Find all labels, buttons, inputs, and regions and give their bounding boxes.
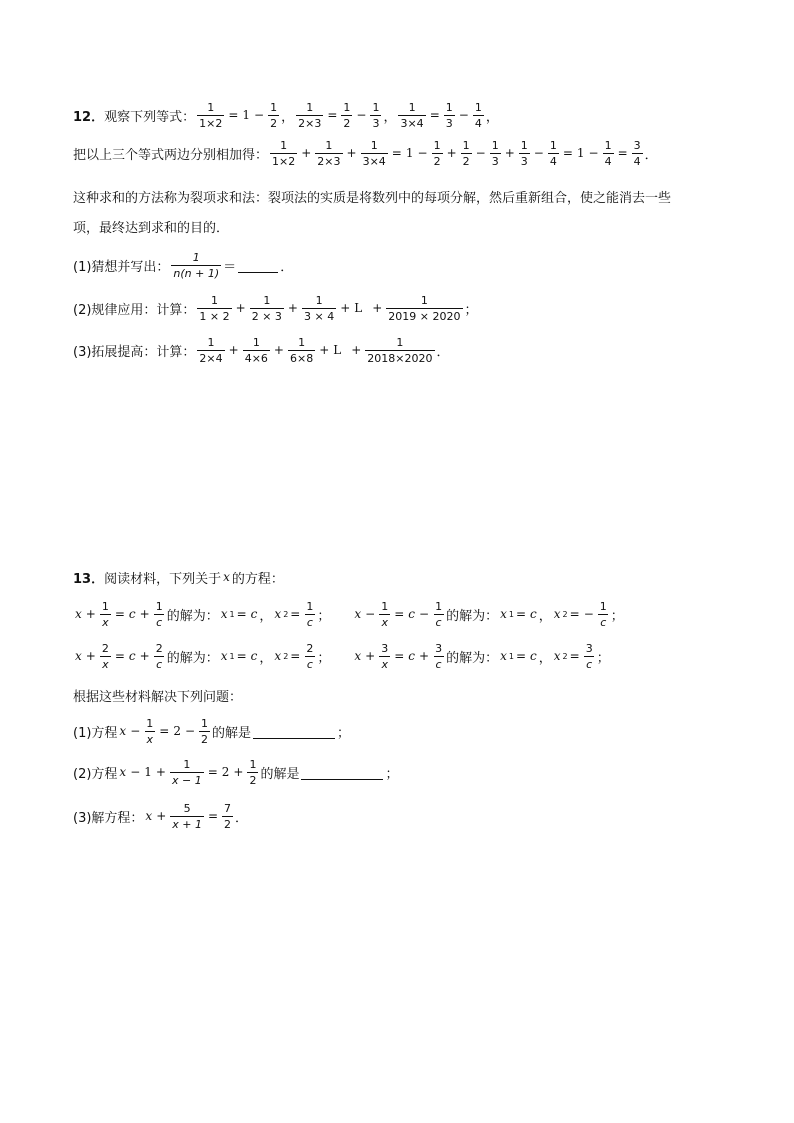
fraction: $\frac{5}{x + 1}$ bbox=[172, 801, 202, 831]
fraction: $\frac{1}{2\times 3}$ bbox=[317, 138, 341, 168]
fraction: $\frac{1}{2 \times 3}$ bbox=[251, 293, 282, 323]
fraction: $\frac{1}{3}$ bbox=[372, 100, 380, 130]
fraction: $\frac{1}{2}$ bbox=[343, 100, 351, 130]
fraction: $\frac{1}{2}$ bbox=[433, 138, 441, 168]
fraction: $\frac{1}{3 \times 4}$ bbox=[303, 293, 335, 323]
fraction: $\frac{1}{3}$ bbox=[445, 100, 453, 130]
fraction: $\frac{3}{x}$ bbox=[381, 641, 389, 671]
q12-part-2: (2)规律应用：计算： $\frac{1}{1 \times 2}$ + $\frac{1}{2 \times 3}$ + $\frac{1}{3 \times 4}$ + L + $\frac{1}{2019 \times 2020}$ ； bbox=[73, 293, 478, 323]
fraction: $\frac{1}{c}$ bbox=[599, 599, 607, 629]
q13-part-3: (3)解方程： x + $\frac{5}{x + 1}$ = $\frac{7}{2}$ ． bbox=[73, 801, 249, 831]
fraction: $\frac{1}{3\times 4}$ bbox=[362, 138, 386, 168]
fraction: $\frac{1}{2018\times 2020}$ bbox=[367, 335, 433, 365]
fraction: $\frac{1}{4}$ bbox=[474, 100, 482, 130]
answer-blank[interactable] bbox=[253, 724, 335, 739]
fraction: $\frac{1}{n(n + 1)}$ bbox=[173, 250, 220, 280]
fraction: $\frac{1}{3}$ bbox=[520, 138, 528, 168]
fraction: $\frac{1}{4}$ bbox=[549, 138, 557, 168]
fraction: $\frac{1}{3}$ bbox=[491, 138, 499, 168]
fraction: $\frac{1}{3\times 4}$ bbox=[400, 100, 424, 130]
fraction: $\frac{3}{c}$ bbox=[585, 641, 593, 671]
fraction: $\frac{1}{2}$ bbox=[249, 757, 257, 787]
fraction: $\frac{2}{c}$ bbox=[306, 641, 314, 671]
q12-part-1: (1)猜想并写出： $\frac{1}{n(n + 1)}$ ＝ ． bbox=[73, 250, 294, 280]
q12-description-1: 这种求和的方法称为裂项求和法：裂项法的实质是将数列中的每项分解，然后重新组合，使之能消去一些 bbox=[73, 190, 672, 206]
q12-intro: 观察下列等式： bbox=[104, 109, 196, 125]
fraction: $\frac{1}{6\times 8}$ bbox=[289, 335, 314, 365]
q13-material-row-1: x + $\frac{1}{x}$ = c + $\frac{1}{c}$ 的解为： x 1 = c ， x 2 = $\frac{1}{c}$ ； x − $\frac{1}{x}$ = c − $\frac{1}{c}$ 的解为： x 1 = c ， x 2 = − $\frac{1}{c}$ ； bbox=[75, 599, 624, 629]
q13-line-1: 13． 阅读材料，下列关于 x 的方程： bbox=[73, 564, 284, 590]
fraction: $\frac{1}{4\times 6}$ bbox=[244, 335, 268, 365]
fraction: $\frac{1}{x}$ bbox=[381, 599, 389, 629]
q12-line-2: 把以上三个等式两边分别相加得： $\frac{1}{1\times 2}$ + $\frac{1}{2\times 3}$ + $\frac{1}{3\times 4}$ = 1 − $\frac{1}{2}$ + $\frac{1}{2}$ − $\frac{1}{3}$ + $\frac{1}{3}$ − $\frac{1}{4}$ = 1 − $\frac{1}{4}$ = $\frac{3}{4}$ ． bbox=[73, 138, 658, 168]
q12-line-1: 12． 观察下列等式： $\frac{1}{1\times 2}$ = 1 − $\frac{1}{2}$ ， $\frac{1}{2\times 3}$ = $\frac{1}{2}$ − $\frac{1}{3}$ ， $\frac{1}{3\times 4}$ = $\frac{1}{3}$ − $\frac{1}{4}$ ， bbox=[73, 100, 499, 130]
fraction: $\frac{1}{1\times 2}$ bbox=[199, 100, 223, 130]
q12-sum-intro: 把以上三个等式两边分别相加得： bbox=[73, 147, 269, 163]
fraction: $\frac{1}{c}$ bbox=[306, 599, 314, 629]
answer-blank[interactable] bbox=[301, 765, 383, 780]
q13-material-row-2: x + $\frac{2}{x}$ = c + $\frac{2}{c}$ 的解为： x 1 = c ， x 2 = $\frac{2}{c}$ ； x + $\frac{3}{x}$ = c + $\frac{3}{c}$ 的解为： x 1 = c ， x 2 = $\frac{3}{c}$ ； bbox=[75, 641, 610, 671]
fraction: $\frac{1}{2}$ bbox=[201, 716, 209, 746]
fraction: $\frac{1}{1\times 2}$ bbox=[272, 138, 296, 168]
fraction: $\frac{1}{2}$ bbox=[270, 100, 278, 130]
fraction: $\frac{1}{2019 \times 2020}$ bbox=[388, 293, 461, 323]
fraction: $\frac{1}{1 \times 2}$ bbox=[199, 293, 230, 323]
fraction: $\frac{2}{c}$ bbox=[155, 641, 163, 671]
fraction: $\frac{1}{2\times 3}$ bbox=[298, 100, 322, 130]
q13-part-2: (2)方程 x − 1 + $\frac{1}{x - 1}$ = 2 + $\frac{1}{2}$ 的解是 ； bbox=[73, 757, 399, 787]
fraction: $\frac{1}{c}$ bbox=[155, 599, 163, 629]
fraction: $\frac{1}{x - 1}$ bbox=[171, 757, 202, 787]
q13-instructions: 根据这些材料解决下列问题： bbox=[73, 689, 243, 705]
fraction: $\frac{1}{4}$ bbox=[604, 138, 612, 168]
q12-description-2: 项，最终达到求和的目的． bbox=[73, 220, 230, 236]
q12-number: 12． bbox=[73, 109, 105, 125]
fraction: $\frac{7}{2}$ bbox=[224, 801, 232, 831]
fraction: $\frac{3}{4}$ bbox=[633, 138, 641, 168]
fraction: $\frac{1}{c}$ bbox=[435, 599, 443, 629]
q13-number: 13． bbox=[73, 571, 105, 587]
q12-part-3: (3)拓展提高：计算： $\frac{1}{2\times 4}$ + $\frac{1}{4\times 6}$ + $\frac{1}{6\times 8}$ + L + $\frac{1}{2018\times 2020}$ ． bbox=[73, 335, 450, 365]
fraction: $\frac{1}{x}$ bbox=[146, 716, 154, 746]
fraction: $\frac{2}{x}$ bbox=[101, 641, 109, 671]
answer-blank[interactable] bbox=[238, 258, 278, 273]
fraction: $\frac{1}{x}$ bbox=[101, 599, 109, 629]
q13-part-1: (1)方程 x − $\frac{1}{x}$ = 2 − $\frac{1}{2}$ 的解是 ； bbox=[73, 716, 351, 746]
fraction: $\frac{1}{2}$ bbox=[462, 138, 470, 168]
fraction: $\frac{1}{2\times 4}$ bbox=[199, 335, 223, 365]
fraction: $\frac{3}{c}$ bbox=[435, 641, 443, 671]
